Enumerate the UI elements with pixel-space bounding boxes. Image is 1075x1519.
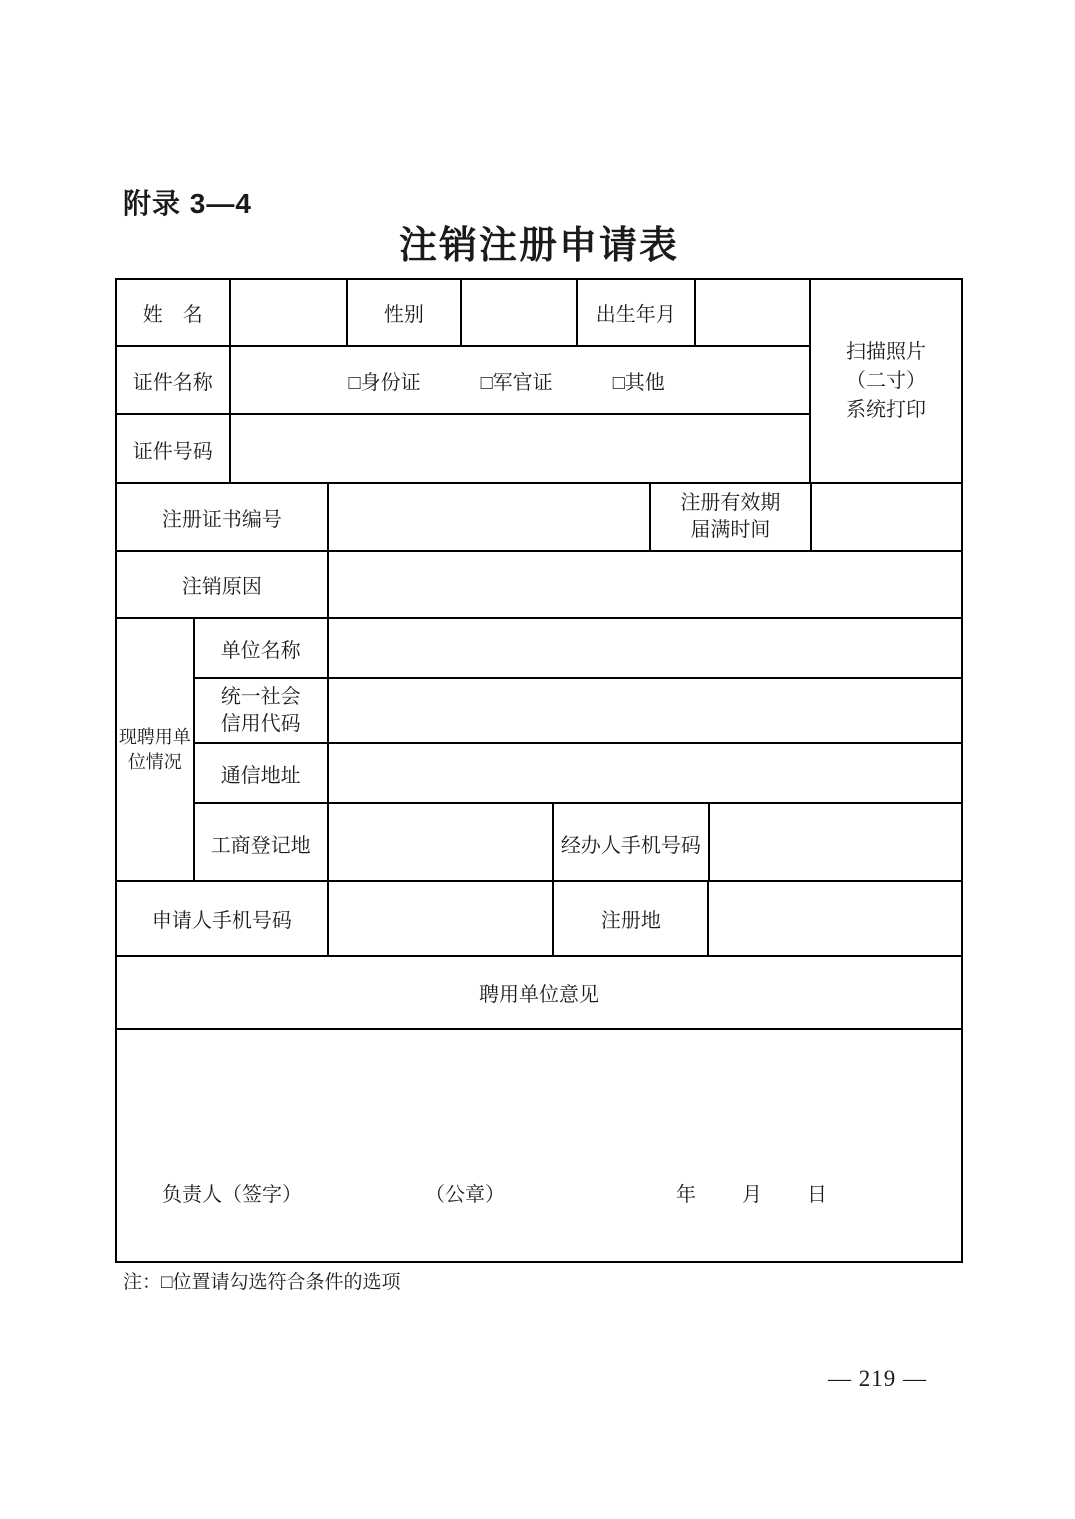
- row-signature: [117, 1030, 961, 1261]
- cert-number-label: 注册证书编号: [117, 484, 329, 550]
- year-label: 年: [676, 1183, 696, 1206]
- mail-address-input-cell: [329, 744, 961, 802]
- checkbox-id-card: □身份证: [348, 371, 421, 394]
- row-applicant-phone: [117, 882, 961, 957]
- unit-name-input-cell: [329, 619, 961, 677]
- id-number-input-cell: [231, 415, 810, 484]
- photo-line-3: 系统打印: [846, 398, 927, 421]
- checkbox-other: □其他: [612, 371, 665, 394]
- employer-label-line-1: 现聘用单: [118, 727, 191, 748]
- application-form-table: [115, 278, 963, 1263]
- mail-address-label: 通信地址: [195, 744, 329, 802]
- row-name-gender-birth: [117, 280, 809, 347]
- seal-label: （公章）: [425, 1183, 505, 1206]
- expiry-label-line-2: 届满时间: [690, 519, 771, 541]
- row-biz-reg: [195, 804, 961, 882]
- sign-label: 负责人（签字）: [162, 1183, 302, 1206]
- row-unit-name: [195, 619, 961, 679]
- expiry-label-line-1: 注册有效期: [680, 492, 781, 514]
- credit-code-label-line-1: 统一社会: [220, 685, 301, 708]
- applicant-phone-label: 申请人手机号码: [117, 882, 329, 955]
- band-identity: [117, 280, 961, 484]
- day-label: 日: [807, 1183, 827, 1206]
- reg-place-input-cell: [709, 882, 961, 955]
- gender-input-cell: [462, 280, 578, 345]
- biz-reg-input-cell: [329, 804, 554, 882]
- employer-group-label: [117, 619, 195, 880]
- photo-line-1: 扫描照片: [846, 340, 927, 363]
- birthdate-label: 出生年月: [578, 280, 696, 345]
- band-employer: [117, 619, 961, 882]
- agent-phone-input-cell: [710, 804, 961, 882]
- cert-number-input-cell: [329, 484, 651, 550]
- row-cert-number: [117, 484, 961, 552]
- checkbox-military-card: □军官证: [480, 371, 553, 394]
- cancel-reason-input-cell: [329, 552, 961, 617]
- applicant-phone-input-cell: [329, 882, 554, 955]
- unit-name-label: 单位名称: [195, 619, 329, 677]
- footnote: 注：□位置请勾选符合条件的选项: [123, 1272, 401, 1293]
- photo-instructions: [846, 338, 926, 425]
- employer-rows: [195, 619, 961, 880]
- gender-label: 性别: [348, 280, 462, 345]
- credit-code-label: [195, 679, 329, 742]
- signature-cell: [117, 1030, 961, 1261]
- row-employer-opinion: [117, 957, 961, 1030]
- employer-opinion-label: 聘用单位意见: [479, 984, 599, 1006]
- id-type-options: [231, 347, 810, 413]
- expiry-input-cell: [812, 484, 961, 550]
- credit-code-label-line-2: 信用代码: [220, 712, 301, 735]
- page-number: — 219 —: [828, 1366, 927, 1391]
- id-type-label: 证件名称: [117, 347, 231, 413]
- birthdate-input-cell: [696, 280, 810, 345]
- employer-label-line-2: 位情况: [127, 751, 182, 772]
- appendix-label: 附录 3—4: [123, 188, 252, 219]
- row-credit-code: [195, 679, 961, 744]
- row-mail-address: [195, 744, 961, 804]
- identity-rows: [117, 280, 809, 482]
- id-number-label: 证件号码: [117, 415, 231, 484]
- name-input-cell: [231, 280, 349, 345]
- photo-cell: [809, 280, 961, 482]
- page-title: 注销注册申请表: [398, 225, 679, 267]
- month-label: 月: [742, 1183, 762, 1206]
- credit-code-input-cell: [329, 679, 961, 742]
- row-id-type: [117, 347, 809, 415]
- reg-place-label: 注册地: [554, 882, 709, 955]
- photo-line-2: （二寸）: [846, 369, 927, 392]
- row-cancel-reason: [117, 552, 961, 619]
- cancel-reason-label: 注销原因: [117, 552, 329, 617]
- agent-phone-label: 经办人手机号码: [554, 804, 710, 882]
- expiry-label: [651, 484, 811, 550]
- name-label: 姓 名: [117, 280, 231, 345]
- biz-reg-label: 工商登记地: [195, 804, 329, 882]
- row-id-number: [117, 415, 809, 484]
